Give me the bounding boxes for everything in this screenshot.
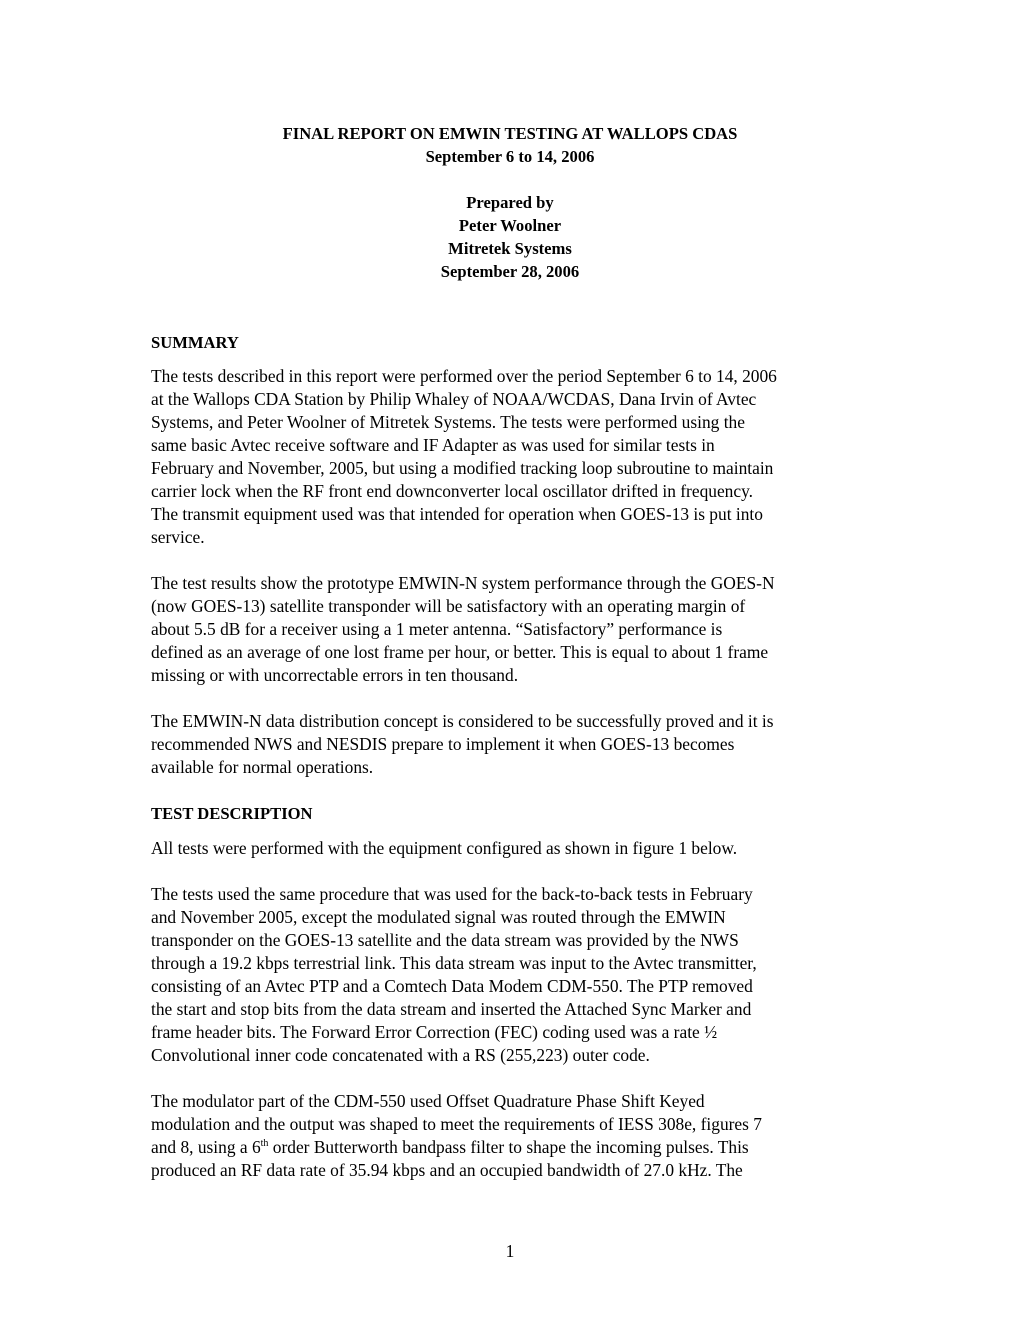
text-line: service.: [151, 527, 205, 547]
summary-heading: SUMMARY: [151, 333, 239, 352]
text-line: produced an RF data rate of 35.94 kbps and an occupied bandwidth of 27.0 kHz. The: [151, 1160, 743, 1180]
text-line: transponder on the GOES-13 satellite and the data stream was provided by the NWS: [151, 930, 739, 950]
text-segment: and 8, using a 6: [151, 1137, 261, 1157]
report-date: September 28, 2006: [440, 262, 580, 281]
text-line: modulation and the output was shaped to meet the requirements of IESS 308e, figures 7: [151, 1114, 762, 1134]
text-line: available for normal operations.: [151, 757, 374, 777]
text-line: same basic Avtec receive software and IF Adapter as was used for similar tests in: [151, 435, 715, 455]
text-line: carrier lock when the RF front end downconverter local oscillator drifted in frequency.: [151, 481, 754, 501]
text-line: The transmit equipment used was that intended for operation when GOES-13 is put into: [151, 504, 763, 524]
page-number: 1: [505, 1241, 515, 1261]
text-line: The test results show the prototype EMWIN-N system performance through the GOES-N: [151, 573, 775, 593]
text-line: Convolutional inner code concatenated with a RS (255,223) outer code.: [151, 1045, 650, 1065]
text-line: The EMWIN-N data distribution concept is considered to be successfully proved and it is: [151, 711, 774, 731]
text-line: The modulator part of the CDM-550 used Offset Quadrature Phase Shift Keyed: [151, 1091, 705, 1111]
test-description-paragraph-3: [151, 1090, 881, 1182]
test-description-paragraph-2: [151, 883, 881, 1067]
text-line: All tests were performed with the equipment configured as shown in figure 1 below.: [151, 838, 738, 858]
text-line: February and November, 2005, but using a modified tracking loop subroutine to maintain: [151, 458, 774, 478]
text-line: missing or with uncorrectable errors in ten thousand.: [151, 665, 519, 685]
text-line: the start and stop bits from the data stream and inserted the Attached Sync Marker and: [151, 999, 752, 1019]
ordinal-superscript: th: [260, 1138, 269, 1150]
text-line: through a 19.2 kbps terrestrial link. This data stream was input to the Avtec transmitter,: [151, 953, 757, 973]
title-dates: September 6 to 14, 2006: [425, 147, 595, 166]
test-description-heading: TEST DESCRIPTION: [151, 804, 313, 823]
text-line: consisting of an Avtec PTP and a Comtech Data Modem CDM-550. The PTP removed: [151, 976, 753, 996]
organization-name: Mitretek Systems: [448, 239, 572, 258]
text-line: (now GOES-13) satellite transponder will be satisfactory with an operating margin of: [151, 596, 746, 616]
prepared-by-label: Prepared by: [466, 193, 554, 212]
text-line: The tests described in this report were performed over the period September 6 to 14, 2006: [151, 366, 777, 386]
test-description-paragraph-1: [151, 837, 881, 860]
summary-paragraph-2: [151, 572, 881, 687]
text-line: frame header bits. The Forward Error Correction (FEC) coding used was a rate ½: [151, 1022, 718, 1042]
report-title: [0, 122, 1020, 168]
text-segment: order Butterworth bandpass filter to shape the incoming pulses. This: [268, 1137, 749, 1157]
text-line: recommended NWS and NESDIS prepare to implement it when GOES-13 becomes: [151, 734, 735, 754]
text-line: Systems, and Peter Woolner of Mitretek Systems. The tests were performed using the: [151, 412, 745, 432]
summary-paragraph-1: [151, 365, 881, 549]
author-name: Peter Woolner: [458, 216, 562, 235]
text-line: and November 2005, except the modulated signal was routed through the EMWIN: [151, 907, 726, 927]
text-line: at the Wallops CDA Station by Philip Whaley of NOAA/WCDAS, Dana Irvin of Avtec: [151, 389, 757, 409]
summary-paragraph-3: [151, 710, 881, 779]
title-text: FINAL REPORT ON EMWIN TESTING AT WALLOPS CDAS: [282, 124, 738, 143]
prepared-by-block: [0, 191, 1020, 283]
text-line: about 5.5 dB for a receiver using a 1 meter antenna. “Satisfactory” performance is: [151, 619, 723, 639]
text-line: defined as an average of one lost frame per hour, or better. This is equal to about 1 frame: [151, 642, 769, 662]
text-line-with-superscript: [151, 1136, 881, 1159]
text-line: The tests used the same procedure that was used for the back-to-back tests in February: [151, 884, 753, 904]
